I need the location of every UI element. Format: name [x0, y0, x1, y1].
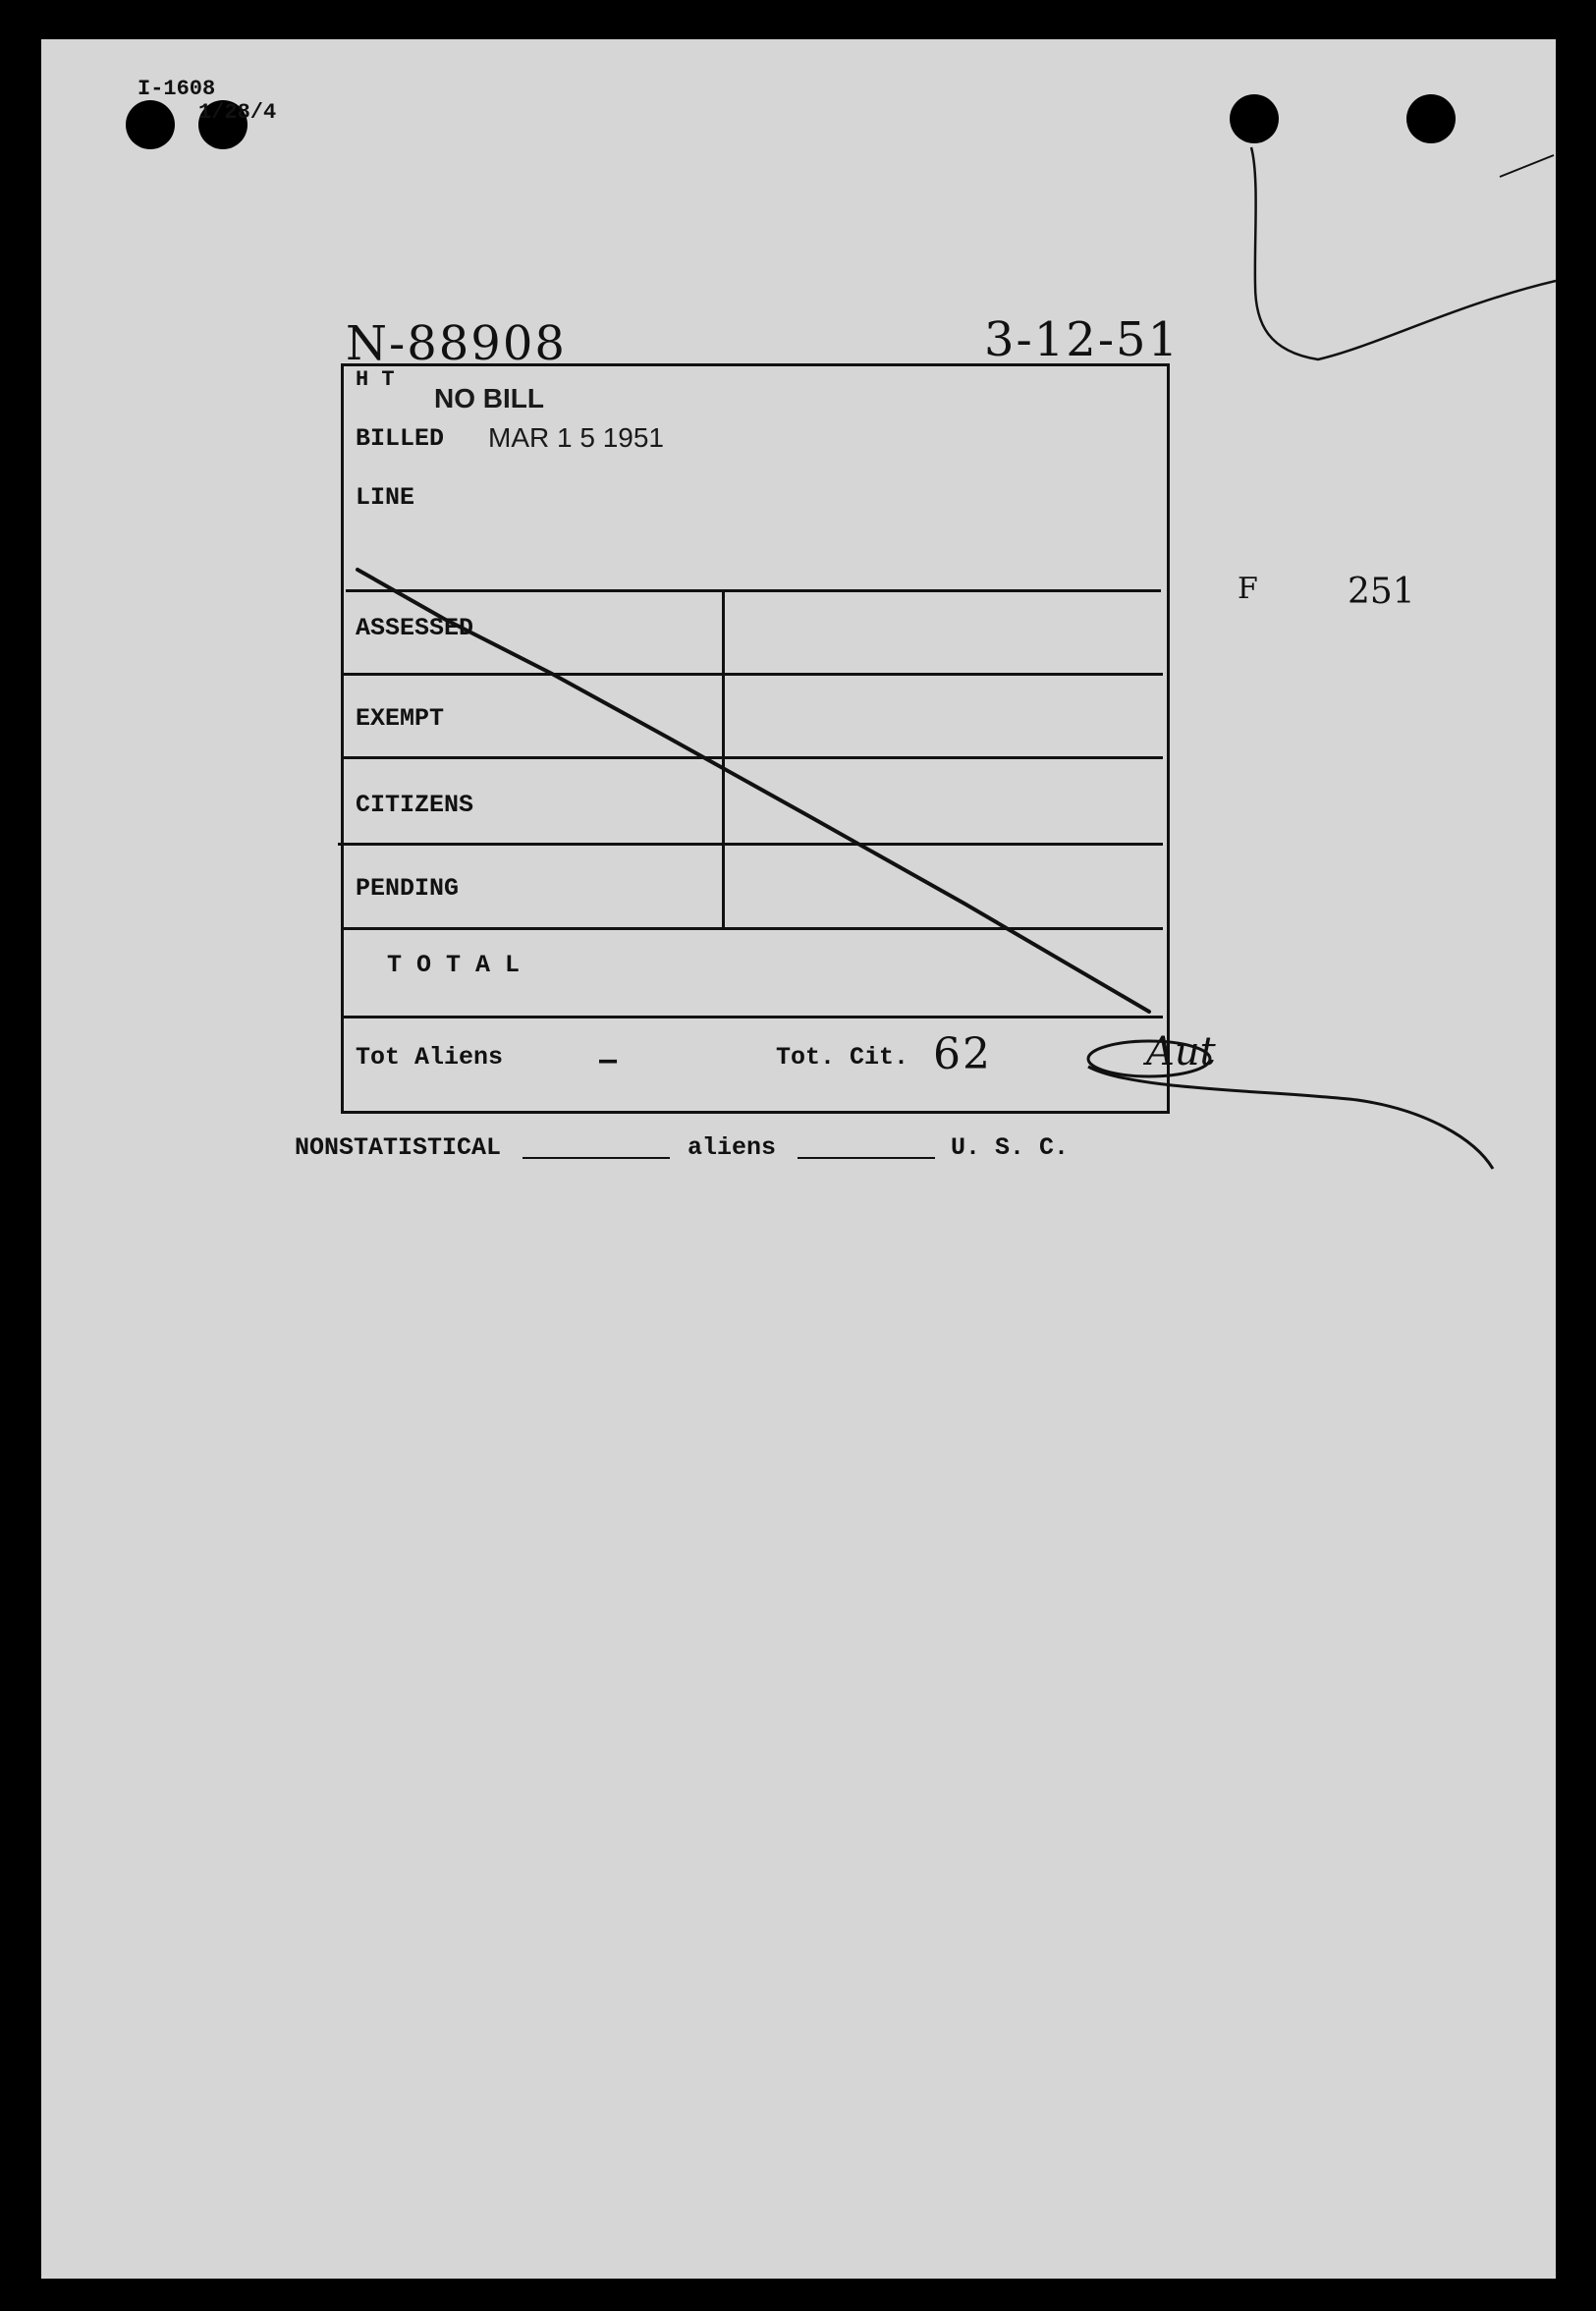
- margin-tick-stroke: [1500, 155, 1554, 177]
- billed-date-stamp: MAR 1 5 1951: [488, 422, 664, 453]
- tot-cit-label: Tot. Cit.: [776, 1043, 909, 1072]
- margin-bracket-stroke: [1251, 147, 1556, 359]
- form-revision: 1/28/4: [198, 100, 277, 125]
- total-label: T O T A L: [387, 951, 521, 979]
- tot-aliens-label: Tot Aliens: [356, 1043, 504, 1072]
- initials-signature: Aut: [1146, 1029, 1216, 1074]
- handwritten-date: 3-12-51: [984, 312, 1181, 367]
- row-label-assessed: ASSESSED: [356, 614, 474, 642]
- line-label: LINE: [356, 483, 415, 512]
- document-page: [41, 39, 1556, 2279]
- usc-label: U. S. C.: [951, 1133, 1070, 1162]
- no-bill-stamp: NO BILL: [434, 383, 544, 413]
- pen-marks: [41, 39, 1556, 2279]
- nonstatistical-label: NONSTATISTICAL: [295, 1133, 502, 1162]
- row-label-citizens: CITIZENS: [356, 791, 474, 819]
- tot-aliens-value: —: [599, 1043, 618, 1077]
- tot-cit-value: 62: [933, 1029, 992, 1079]
- initials-underline-stroke: [1088, 1067, 1493, 1169]
- row-label-pending: PENDING: [356, 874, 460, 903]
- strike-through-line: [358, 570, 1149, 1012]
- form-number: I-1608: [138, 77, 216, 101]
- aliens-label: aliens: [688, 1133, 777, 1162]
- margin-mark: F: [1238, 572, 1258, 606]
- initials-loop: [1088, 1041, 1210, 1076]
- billed-label: BILLED: [356, 424, 445, 453]
- margin-number: 251: [1348, 572, 1415, 612]
- ht-label: H T: [356, 367, 395, 392]
- file-number: N-88908: [346, 316, 567, 371]
- row-label-exempt: EXEMPT: [356, 704, 445, 733]
